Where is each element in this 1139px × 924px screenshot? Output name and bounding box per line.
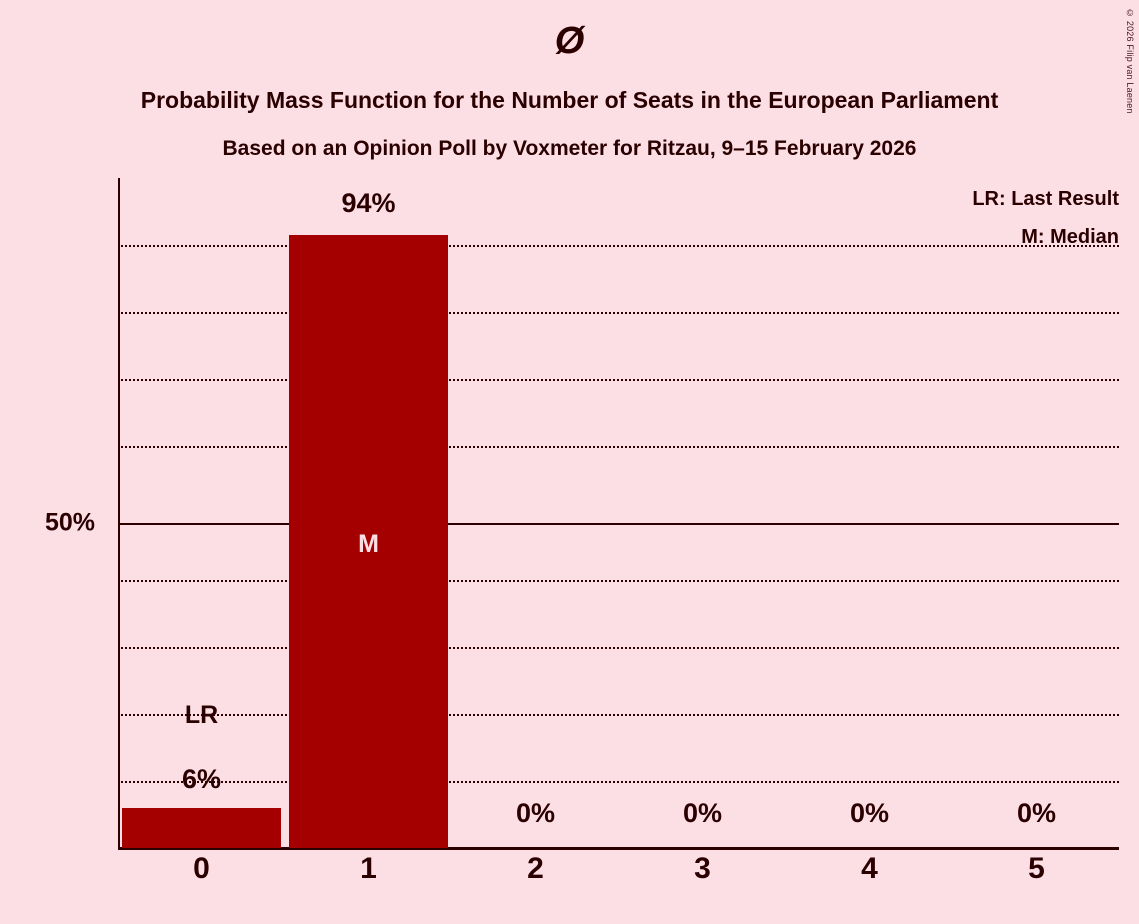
y-axis-label-50: 50% (44, 508, 95, 537)
bar-slot-2 (452, 178, 619, 848)
bar-value-5: 0% (1016, 798, 1057, 828)
bar-value-4: 0% (849, 798, 890, 828)
x-tick-4: 4 (861, 852, 878, 885)
chart-plot-area (44, 178, 1119, 848)
chart-subtitle: Based on an Opinion Poll by Voxmeter for Ritzau, 9–15 February 2026 (222, 137, 917, 160)
bar-0[interactable] (122, 808, 281, 848)
legend-median: M: Median (1021, 226, 1119, 248)
bar-value-1: 94% (341, 188, 396, 218)
x-tick-1: 1 (360, 852, 377, 885)
bar-slot-5 (953, 178, 1120, 848)
bar-slot-0 (118, 178, 285, 848)
x-tick-3: 3 (694, 852, 711, 885)
bar-slot-3 (619, 178, 786, 848)
bar-value-0: 6% (181, 764, 222, 794)
x-tick-0: 0 (193, 852, 210, 885)
bar-value-3: 0% (682, 798, 723, 828)
legend-last-result: LR: Last Result (972, 188, 1119, 210)
bar-marker-median: M (358, 530, 379, 558)
bar-marker-last-result: LR (184, 701, 219, 729)
x-tick-2: 2 (527, 852, 544, 885)
bar-slot-1 (285, 178, 452, 848)
copyright-notice: © 2026 Filip van Laenen (1125, 8, 1135, 114)
chart-symbol: Ø (554, 20, 585, 62)
chart-title: Probability Mass Function for the Number of Seats in the European Parliament (140, 87, 999, 113)
bar-value-2: 0% (515, 798, 556, 828)
bar-slot-4 (786, 178, 953, 848)
bar-series (118, 178, 1119, 848)
x-tick-5: 5 (1028, 852, 1045, 885)
